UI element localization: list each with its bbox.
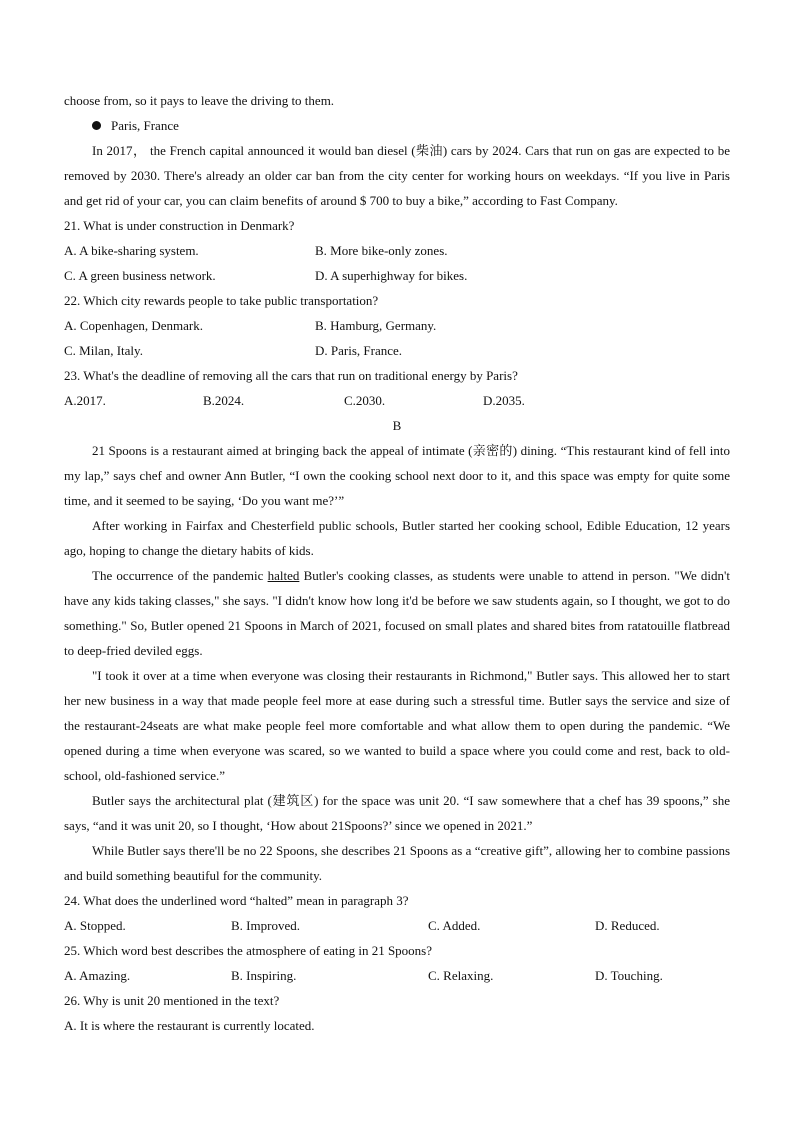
passage-b-paragraph-5: Butler says the architectural plat (建筑区) for the space was unit 20. “I saw somewhere that a chef has 39 spoons,” she says, “and it was unit 20, so I thought, ‘How about 21Spoons?’ since we opened in 2021.” bbox=[64, 793, 730, 833]
q26-option-a: A. It is where the restaurant is currently located. bbox=[64, 1018, 315, 1033]
p3-text-after: Butler's cooking classes, as students were unable to attend in person. "We didn't have any kids taking classes," she says. "I didn't know how long it'd be before we saw students again, so I thought, we got to do something." So, Butler opened 21 Spoons in March of 2021, focused on small plates and shared bites from ratatouille flatbread to deep-fried deviled eggs. bbox=[64, 568, 731, 658]
paris-heading bbox=[64, 113, 730, 138]
question-26-stem: 26. Why is unit 20 mentioned in the text? bbox=[64, 993, 280, 1008]
q21-option-d: D. A superhighway for bikes. bbox=[315, 268, 468, 283]
passage-b-paragraph-4: "I took it over at a time when everyone was closing their restaurants in Richmond," Butler says. This allowed her to start her new business in a way that made people feel more at ease during such a stressful time. Butler says the service and size of the restaurant-24seats are what make people feel more comfortable and what allow them to open during the pandemic. “We opened during a time when everyone was scared, so we wanted to build a space where you could come and rest, back to old-school, old-fashioned service.” bbox=[64, 668, 730, 783]
underlined-word-halted: halted bbox=[267, 568, 300, 583]
section-b-heading: B bbox=[392, 418, 402, 433]
question-22-stem: 22. Which city rewards people to take public transportation? bbox=[64, 293, 379, 308]
q21-option-c: C. A green business network. bbox=[64, 268, 216, 283]
question-23-stem: 23. What's the deadline of removing all the cars that run on traditional energy by Paris? bbox=[64, 368, 518, 383]
paris-paragraph: In 2017， the French capital announced it would ban diesel (柴油) cars by 2024. Cars that run on gas are expected to be removed by 2030. There's already an older car ban from the city center for working hours on weekdays. “If you live in Paris and get rid of your car, you can claim benefits of around $ 700 to buy a bike,” according to Fast Company. bbox=[64, 143, 730, 208]
passage-b-paragraph-1: 21 Spoons is a restaurant aimed at bringing back the appeal of intimate (亲密的) dining. “This restaurant kind of fell into my lap,” says chef and owner Ann Butler, “I own the cooking school next door to it, and this space was empty for quite some time, and it seemed to be saying, ‘Do you want me?’” bbox=[64, 443, 730, 508]
q23-option-d: D.2035. bbox=[483, 393, 525, 408]
q25-option-a: A. Amazing. bbox=[64, 968, 131, 983]
passage-b-paragraph-2: After working in Fairfax and Chesterfield public schools, Butler started her cooking school, Edible Education, 12 years ago, hoping to change the dietary habits of kids. bbox=[64, 518, 730, 558]
question-25-options bbox=[64, 963, 730, 988]
q22-option-c: C. Milan, Italy. bbox=[64, 343, 143, 358]
question-22-options-row2 bbox=[64, 338, 730, 363]
q25-option-d: D. Touching. bbox=[595, 968, 663, 983]
q25-option-c: C. Relaxing. bbox=[428, 968, 494, 983]
passage-b-paragraph-6: While Butler says there'll be no 22 Spoons, she describes 21 Spoons as a “creative gift”, allowing her to combine passions and build something beautiful for the community. bbox=[64, 843, 730, 883]
q24-option-a: A. Stopped. bbox=[64, 918, 126, 933]
q23-option-c: C.2030. bbox=[344, 393, 386, 408]
q22-option-b: B. Hamburg, Germany. bbox=[315, 318, 437, 333]
q22-option-a: A. Copenhagen, Denmark. bbox=[64, 318, 203, 333]
paris-heading-text: Paris, France bbox=[111, 118, 179, 133]
question-21-options-row2 bbox=[64, 263, 730, 288]
q21-option-a: A. A bike-sharing system. bbox=[64, 243, 199, 258]
q22-option-d: D. Paris, France. bbox=[315, 343, 403, 358]
question-22-options-row1 bbox=[64, 313, 730, 338]
question-24-stem: 24. What does the underlined word “halted” mean in paragraph 3? bbox=[64, 893, 409, 908]
question-24-options bbox=[64, 913, 730, 938]
q21-option-b: B. More bike-only zones. bbox=[315, 243, 448, 258]
q24-option-d: D. Reduced. bbox=[595, 918, 660, 933]
q24-option-b: B. Improved. bbox=[231, 918, 300, 933]
bullet-icon bbox=[92, 121, 101, 130]
intro-tail-text: choose from, so it pays to leave the driving to them. bbox=[64, 93, 335, 108]
q23-option-b: B.2024. bbox=[203, 393, 245, 408]
question-21-stem: 21. What is under construction in Denmark? bbox=[64, 218, 295, 233]
q24-option-c: C. Added. bbox=[428, 918, 481, 933]
question-25-stem: 25. Which word best describes the atmosphere of eating in 21 Spoons? bbox=[64, 943, 433, 958]
p3-text-before: The occurrence of the pandemic bbox=[92, 568, 268, 583]
question-21-options-row1 bbox=[64, 238, 730, 263]
q23-option-a: A.2017. bbox=[64, 393, 106, 408]
q25-option-b: B. Inspiring. bbox=[231, 968, 297, 983]
passage-b-paragraph-3 bbox=[64, 563, 730, 663]
document-page bbox=[64, 88, 730, 1038]
question-23-options bbox=[64, 388, 730, 413]
